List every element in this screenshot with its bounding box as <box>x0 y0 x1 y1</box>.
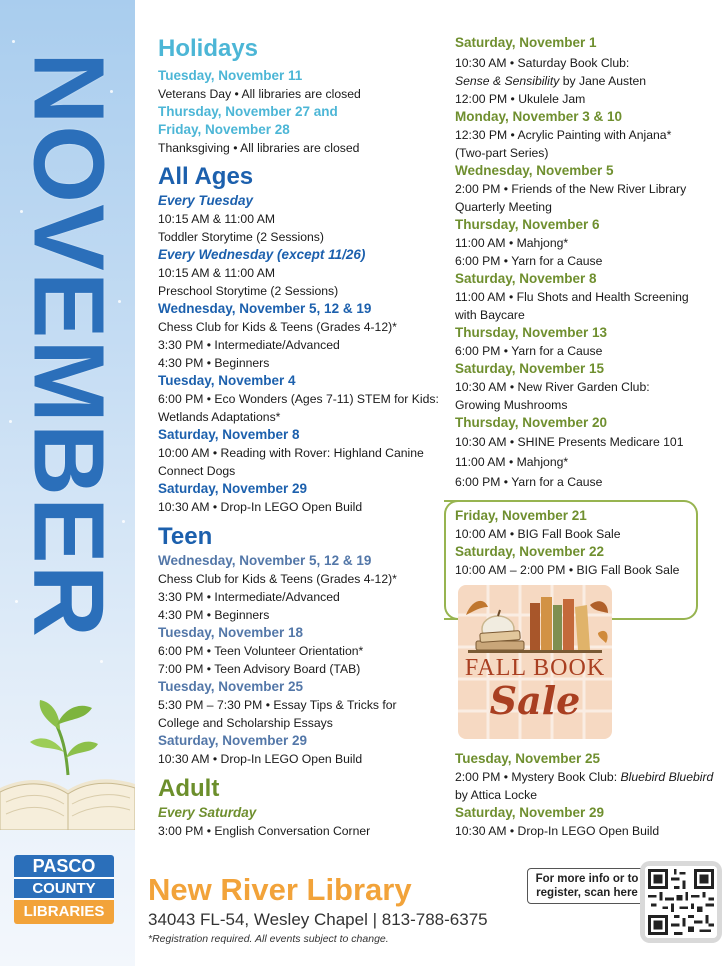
event-line: 10:30 AM • Drop-In LEGO Open Build <box>158 500 363 514</box>
date-heading: Saturday, November 8 <box>158 427 300 442</box>
date-heading: Saturday, November 15 <box>455 361 605 376</box>
banner-title: NOVEMBER <box>12 52 125 638</box>
event-line: 6:00 PM • Yarn for a Cause <box>455 344 603 358</box>
logo-line-1: PASCO <box>14 855 114 877</box>
event-line: Quarterly Meeting <box>455 200 552 214</box>
event-line: 10:30 AM • New River Garden Club: <box>455 380 650 394</box>
open-book-sprout-icon <box>0 680 135 830</box>
event-line: 6:00 PM • Yarn for a Cause <box>455 475 603 489</box>
logo-line-3: LIBRARIES <box>14 898 114 924</box>
date-heading: Saturday, November 29 <box>455 805 605 820</box>
date-heading: Saturday, November 29 <box>158 733 308 748</box>
fall-book-heading: FALL BOOK <box>464 655 606 681</box>
date-heading: Tuesday, November 25 <box>158 679 304 694</box>
event-line: 11:00 AM • Mahjong* <box>455 455 569 469</box>
event-line: 6:00 PM • Yarn for a Cause <box>455 254 603 268</box>
event-line: 10:00 AM – 2:00 PM • BIG Fall Book Sale <box>455 563 680 577</box>
registration-note: *Registration required. All events subject to change. <box>148 933 389 945</box>
date-heading: Thursday, November 20 <box>455 415 608 430</box>
event-line: Wetlands Adaptations* <box>158 410 281 424</box>
section-adult: Adult <box>158 775 220 802</box>
event-line: 12:00 PM • Ukulele Jam <box>455 92 586 106</box>
event-line: 10:00 AM • Reading with Rover: Highland Canine <box>158 446 424 460</box>
library-name: New River Library <box>148 872 412 907</box>
event-line: 7:00 PM • Teen Advisory Board (TAB) <box>158 662 361 676</box>
book-author: by Jane Austen <box>559 74 647 88</box>
event-line: Growing Mushrooms <box>455 398 568 412</box>
book-sale-details <box>455 507 695 579</box>
date-heading: Friday, November 28 <box>158 122 290 137</box>
event-line: Chess Club for Kids & Teens (Grades 4-12)* <box>158 320 397 334</box>
event-line: 3:30 PM • Intermediate/Advanced <box>158 338 340 352</box>
date-heading: Every Tuesday <box>158 193 254 208</box>
date-heading: Saturday, November 22 <box>455 544 605 559</box>
qr-code-icon <box>645 866 717 938</box>
logo-line-2: COUNTY <box>14 877 114 898</box>
event-line <box>455 72 717 90</box>
section-teen: Teen <box>158 523 213 550</box>
book-title: Bluebird Bluebird <box>620 770 714 784</box>
date-heading: Wednesday, November 5, 12 & 19 <box>158 553 372 568</box>
event-line: 6:00 PM • Eco Wonders (Ages 7-11) STEM for Kids: <box>158 392 439 406</box>
event-line: 6:00 PM • Teen Volunteer Orientation* <box>158 644 364 658</box>
event-line: 2:00 PM • Friends of the New River Library <box>455 182 687 196</box>
event-line: 10:30 AM • Saturday Book Club: <box>455 56 630 70</box>
event-line: Preschool Storytime (2 Sessions) <box>158 284 339 298</box>
event-line: 12:30 PM • Acrylic Painting with Anjana* <box>455 128 672 142</box>
event-line: 5:30 PM – 7:30 PM • Essay Tips & Tricks for <box>158 698 397 712</box>
event-line: 10:15 AM & 11:00 AM <box>158 266 275 280</box>
date-heading: Monday, November 3 & 10 <box>455 109 623 124</box>
date-heading: Friday, November 21 <box>455 508 587 523</box>
library-address: 34043 FL-54, Wesley Chapel | 813-788-6375 <box>148 910 488 929</box>
late-november-events <box>455 750 717 840</box>
right-column <box>455 34 717 492</box>
date-heading: Wednesday, November 5 <box>455 163 614 178</box>
section-holidays: Holidays <box>158 35 259 62</box>
event-line: with Baycare <box>455 308 525 322</box>
date-heading: Saturday, November 1 <box>455 35 597 50</box>
date-heading: Tuesday, November 18 <box>158 625 304 640</box>
date-heading: Every Wednesday (except 11/26) <box>158 247 366 262</box>
event-line: 4:30 PM • Beginners <box>158 608 270 622</box>
date-heading: Every Saturday <box>158 805 257 820</box>
event-line: Veterans Day • All libraries are closed <box>158 87 361 101</box>
event-line: by Attica Locke <box>455 788 537 802</box>
event-line: 3:00 PM • English Conversation Corner <box>158 824 371 838</box>
date-heading: Tuesday, November 25 <box>455 751 601 766</box>
date-heading: Thursday, November 27 and <box>158 104 338 119</box>
date-heading: Tuesday, November 4 <box>158 373 296 388</box>
event-line <box>455 768 717 786</box>
date-heading: Thursday, November 13 <box>455 325 608 340</box>
scan-info-tag <box>527 868 647 904</box>
date-heading: Saturday, November 29 <box>158 481 308 496</box>
event-line: (Two-part Series) <box>455 146 549 160</box>
event-line: 10:30 AM • Drop-In LEGO Open Build <box>455 824 660 838</box>
section-all-ages: All Ages <box>158 163 254 190</box>
event-line: 11:00 AM • Mahjong* <box>455 236 569 250</box>
event-line: 10:30 AM • SHINE Presents Medicare 101 <box>455 435 684 449</box>
event-line: 11:00 AM • Flu Shots and Health Screening <box>455 290 689 304</box>
qr-code[interactable] <box>640 861 722 943</box>
event-line: 10:30 AM • Drop-In LEGO Open Build <box>158 752 363 766</box>
pasco-county-libraries-logo <box>14 855 114 931</box>
event-line: Thanksgiving • All libraries are closed <box>158 141 360 155</box>
date-heading: Tuesday, November 11 <box>158 68 303 83</box>
event-text: 2:00 PM • Mystery Book Club: <box>455 770 621 784</box>
scan-info-line: register, scan here <box>536 887 638 899</box>
event-line: Chess Club for Kids & Teens (Grades 4-12)* <box>158 572 397 586</box>
scan-info-line: For more info or to <box>535 873 639 885</box>
month-banner <box>0 0 135 966</box>
event-line: 10:15 AM & 11:00 AM <box>158 212 275 226</box>
sale-script: Sale <box>489 678 581 723</box>
event-line: 3:30 PM • Intermediate/Advanced <box>158 590 340 604</box>
left-column <box>158 34 440 840</box>
date-heading: Wednesday, November 5, 12 & 19 <box>158 301 372 316</box>
date-heading: Thursday, November 6 <box>455 217 600 232</box>
book-title: Sense & Sensibility <box>455 74 560 88</box>
date-heading: Saturday, November 8 <box>455 271 597 286</box>
event-line: 4:30 PM • Beginners <box>158 356 270 370</box>
event-line: Toddler Storytime (2 Sessions) <box>158 230 324 244</box>
event-line: 10:00 AM • BIG Fall Book Sale <box>455 527 621 541</box>
event-line: Connect Dogs <box>158 464 236 478</box>
event-line: College and Scholarship Essays <box>158 716 333 730</box>
